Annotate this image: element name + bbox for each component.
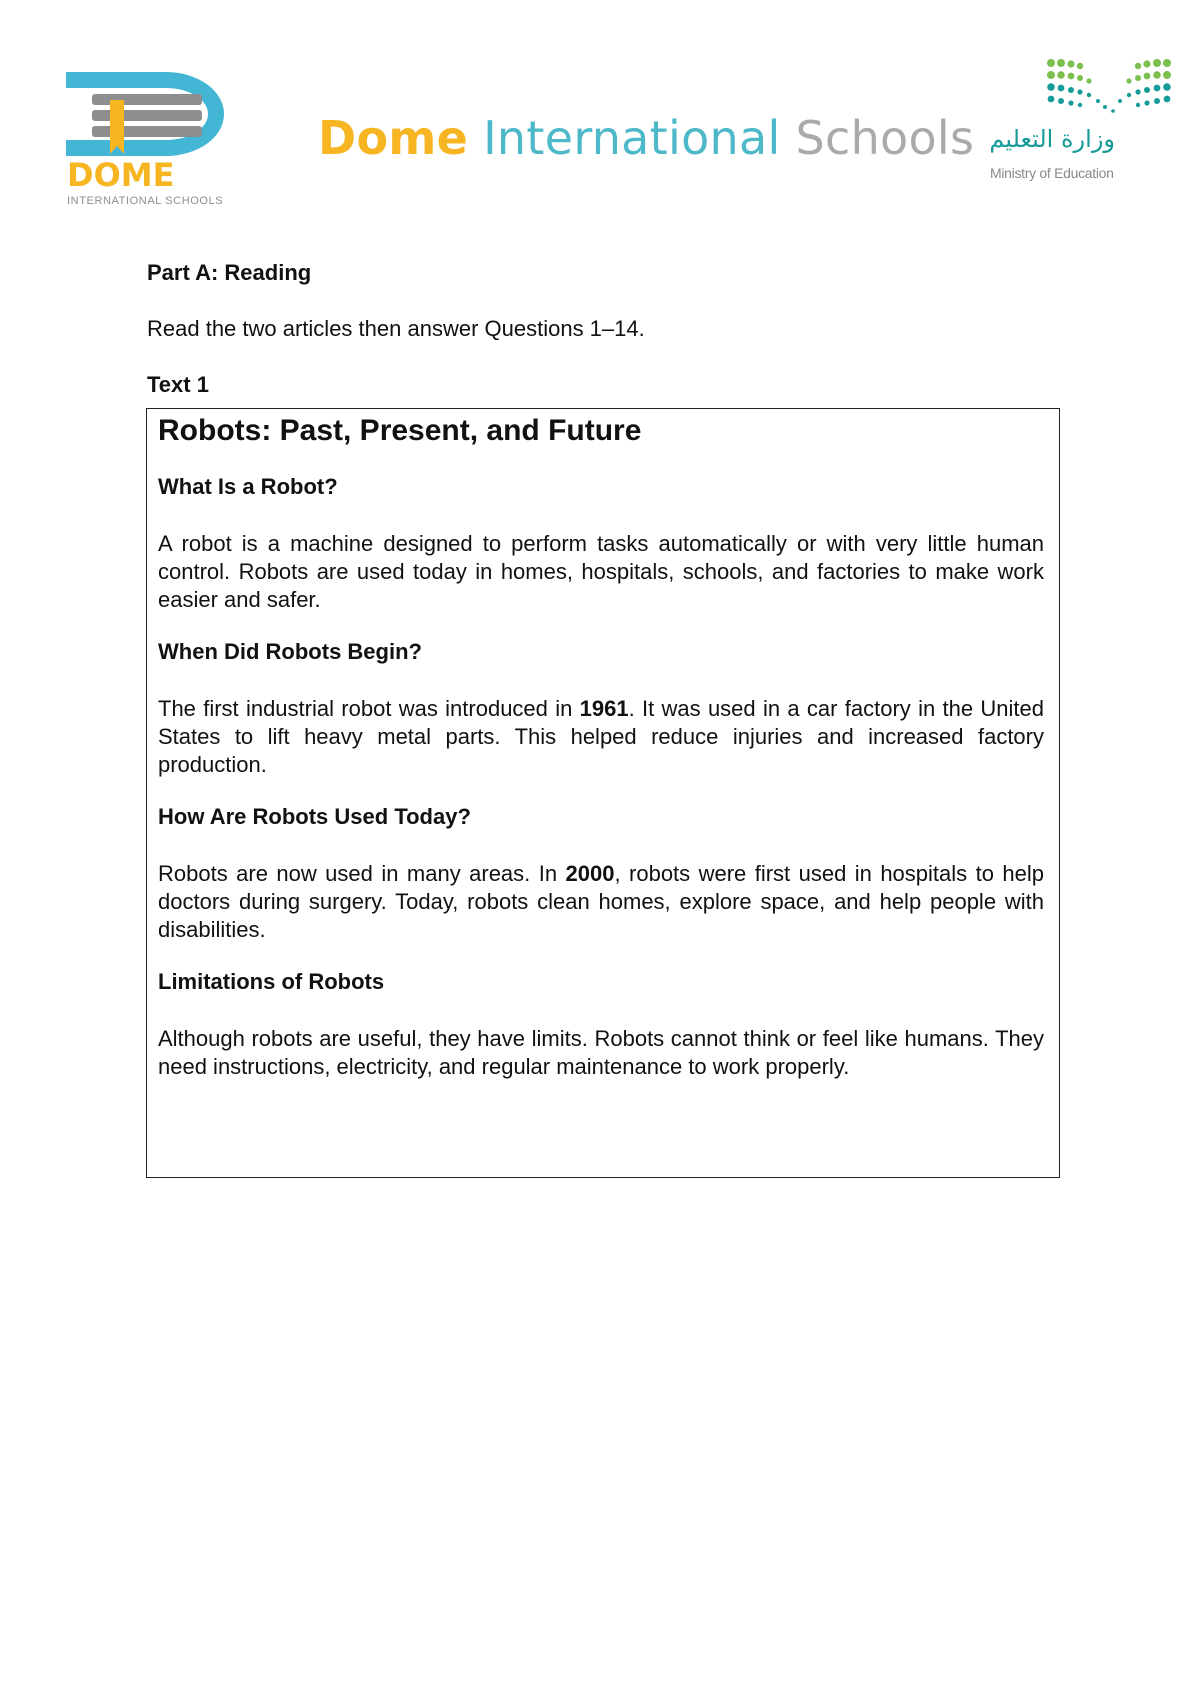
logo-tagline: INTERNATIONAL SCHOOLS	[67, 195, 224, 207]
paragraph-text: , robots were first used in hospitals to help doctors during surgery. Today, robots clean homes, explore space, and help people with disabilities.	[158, 861, 1044, 942]
article-title: Robots: Past, Present, and Future	[158, 414, 642, 447]
highlighted-year: 1961	[579, 696, 629, 721]
ministry-english-name: Ministry of Education	[990, 165, 1114, 181]
dome-logo	[66, 70, 236, 210]
section-heading-when-begin: When Did Robots Begin?	[158, 639, 422, 664]
school-name-heading	[318, 108, 974, 168]
ministry-of-education-logo	[985, 55, 1175, 195]
school-name-word-2: International	[483, 111, 781, 165]
paragraph-text: The first industrial robot was introduced in	[158, 696, 580, 721]
highlighted-year: 2000	[565, 861, 615, 886]
section-heading-used-today: How Are Robots Used Today?	[158, 804, 471, 829]
logo-wordmark: DOME	[67, 156, 175, 194]
instructions-text: Read the two articles then answer Questions 1–14.	[147, 316, 645, 341]
text-label: Text 1	[147, 372, 209, 397]
section-paragraph-used-today	[158, 860, 1044, 944]
section-heading-limitations: Limitations of Robots	[158, 969, 385, 994]
school-name-word-1: Dome	[318, 111, 469, 165]
article-box	[146, 408, 1060, 1178]
section-paragraph-limitations: Although robots are useful, they have limits. Robots cannot think or feel like humans. They need instructions, electricity, and regular maintenance to work properly.	[158, 1026, 1044, 1079]
dome-logo-graphic	[66, 70, 236, 210]
ministry-dots-icon	[1045, 57, 1173, 119]
paragraph-text: . It was used in a car factory in the United States to lift heavy metal parts. This helped reduce injuries and increased factory production.	[158, 696, 1044, 777]
school-name-word-3: Schools	[795, 111, 975, 165]
paragraph-text: Robots are now used in many areas. In	[158, 861, 566, 886]
ministry-arabic-name: وزارة التعليم	[989, 125, 1115, 153]
section-paragraph-what-is-robot: A robot is a machine designed to perform tasks automatically or with very little human control. Robots are used today in homes, hospitals, schools, and factories to make work easier and safer.	[158, 531, 1044, 612]
section-paragraph-when-begin	[158, 695, 1044, 779]
part-heading: Part A: Reading	[147, 260, 312, 285]
section-heading-what-is-robot: What Is a Robot?	[158, 474, 338, 499]
